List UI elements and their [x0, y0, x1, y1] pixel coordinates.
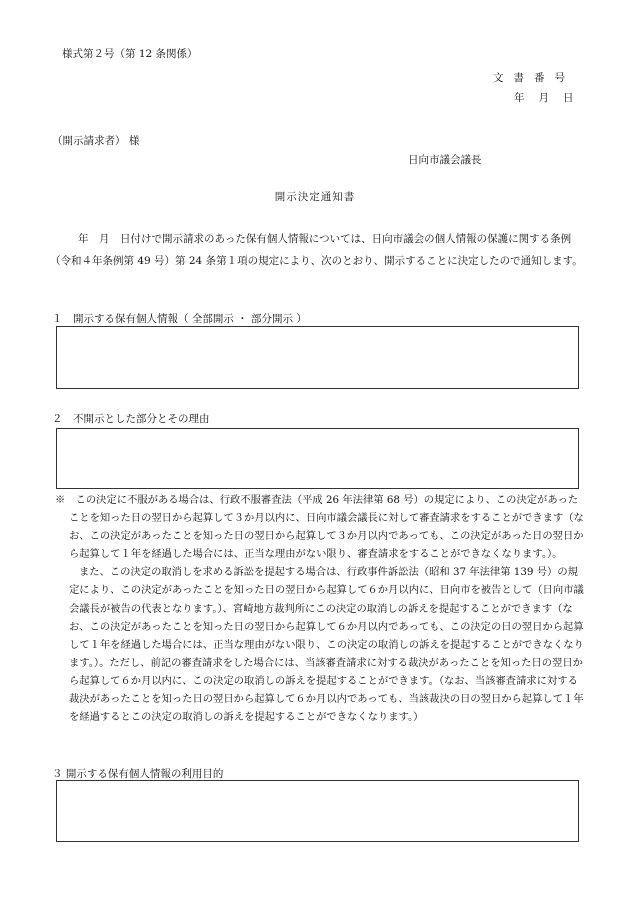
body-paragraph: 年 月 日付けで開示請求のあった保有個人情報については、日向市議会の個人情報の保護に関する条例（令和４年条例第 49 号）第 24 条第１項の規定により、次のとおり、開示することに決定したので通知します。 — [50, 233, 583, 267]
notice-paragraph-2: また、この決定の取消しを求める訴訟を提起する場合は、行政事件訴訟法（昭和 37 年法律第 139 号）の規定により、この決定があったことを知った日の翌日から起算して６か月以内に、日向市を被告として（日向市議会議長が被告の代表となります。）、宮崎地方裁判所にこの決定の取消しの訴えを提起することができます（なお、この決定があったことを知った日の翌日から起算して６か月以内であっても、この決定の日の翌日から起算して１年を経過した場合には、正当な理由がない限り、この決定の取消しの訴えを提起することができなくなります。）。ただし、前記の審査請求をした場合には、当該審査請求に対する裁決があったことを知った日の翌日から起算して６か月以内に、この決定の取消しの訴えを提起することができます。（なお、当該審査請求に対する裁決があったことを知った日の翌日から起算して６か月以内であっても、当該裁決の日の翌日から起算して１年を経過するとこの決定の取消しの訴えを提起することができなくなります。） — [69, 566, 584, 724]
section-3-heading: ３ 開示する保有個人情報の利用目的 — [52, 768, 224, 780]
sender: 日向市議会議長 — [408, 154, 482, 166]
body-text — [50, 229, 590, 272]
section-1-field[interactable] — [56, 326, 579, 389]
form-label: 様式第２号（第 12 条関係） — [62, 48, 198, 60]
notice-paragraph-1: ※ この決定に不服がある場合は、行政不服審査法（平成 26 年法律第 68 号）の規定により、この決定があったことを知った日の翌日から起算して３か月以内に、日向市議会議長に対して審査請求をすることができます（なお、この決定があったことを知った日の翌日から起算して３か月以内であっても、この決定があった日の翌日から起算して１年を経過した場合には、正当な理由がない限り、審査請求をすることができなくなります。）。 — [55, 494, 584, 561]
section-2-heading: ２ 不開示とした部分とその理由 — [52, 413, 210, 425]
date-label: 年月日 — [514, 92, 588, 104]
section-3-field[interactable] — [56, 780, 579, 842]
document-number-label: 文書番号 — [493, 72, 575, 84]
section-1-heading: １ 開示する保有個人情報（ 全部開示 ・ 部分開示 ） — [52, 313, 307, 325]
appeal-notice — [55, 491, 585, 726]
document-title: 開示決定通知書 — [274, 191, 356, 203]
section-2-field[interactable] — [56, 428, 579, 489]
recipient: （開示請求者） 様 — [52, 135, 140, 147]
